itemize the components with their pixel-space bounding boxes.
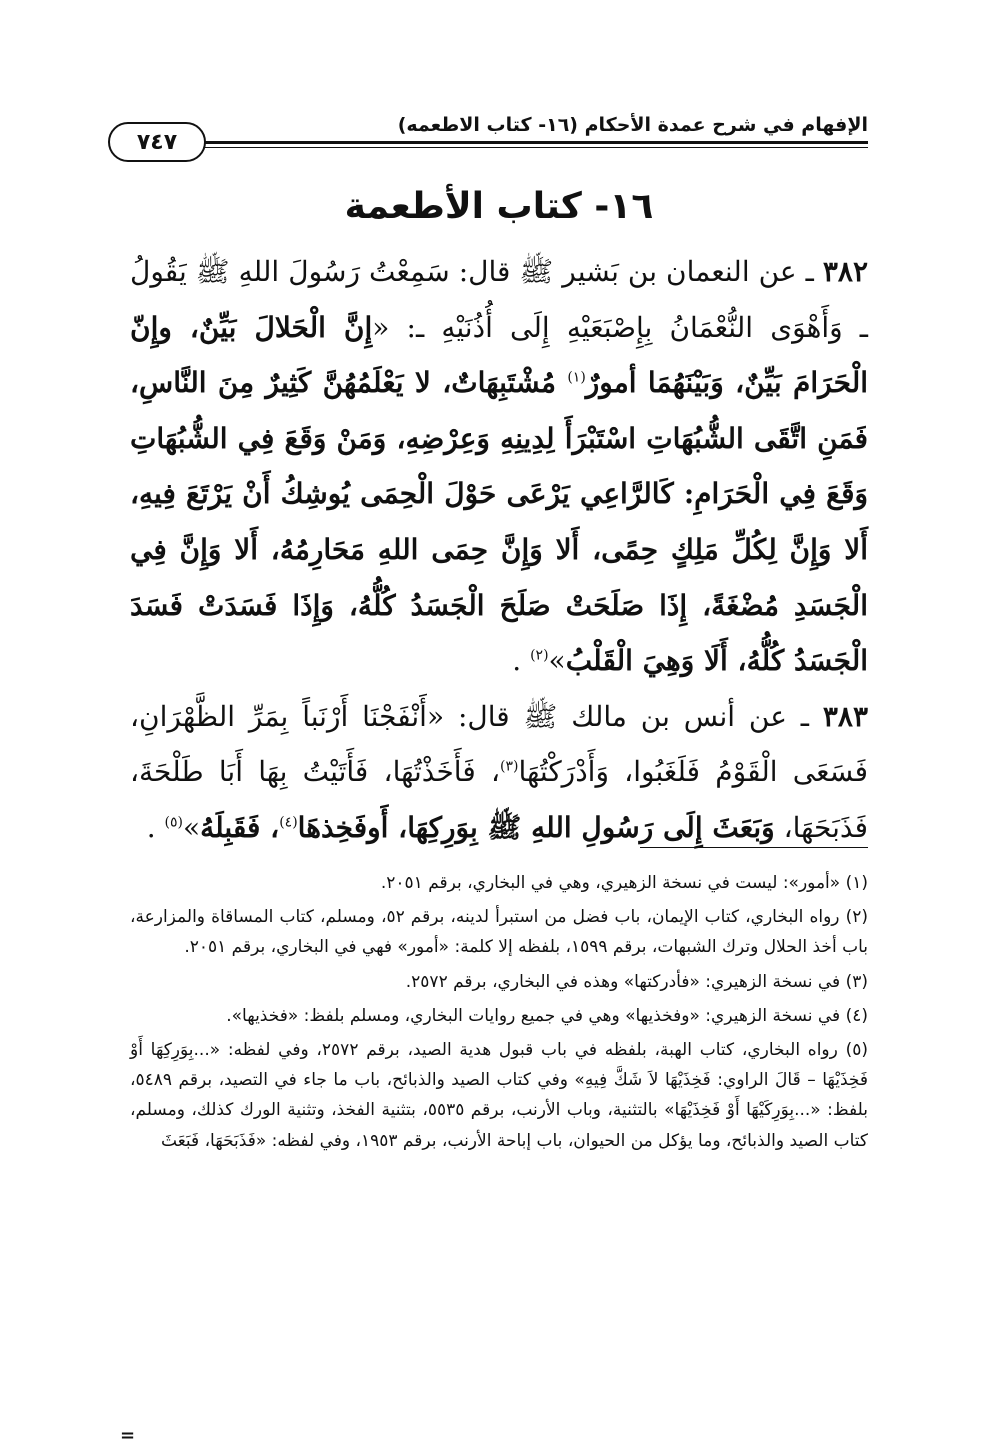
footnote-marker[interactable]: (٢) <box>530 647 549 664</box>
hadith-text: مُشْتَبِهَاتٌ، لا يَعْلَمُهُنَّ كَثِيرٌ مِنَ النَّاسِ، فَمَنِ اتَّقَى الشُّبُهَاتِ اسْتَبْرَأَ لِدِينِهِ وَعِرْضِهِ، وَمَنْ وَقَعَ فِي الشُّبُهَاتِ وَقَعَ فِي الْحَرَامِ: كَالرَّاعِي يَرْعَى حَوْلَ الْحِمَى يُوشِكُ أَنْ يَرْتَعَ فِيهِ، أَلا وَإِنَّ لِكُلِّ مَلِكٍ حِمًى، أَلا وَإِنَّ حِمَى اللهِ مَحَارِمُهُ، أَلا وَإِنَّ فِي الْجَسَدِ مُضْغَةً، إِذَا صَلَحَتْ صَلَحَ الْجَسَدُ كُلُّهُ، وَإِذَا فَسَدَتْ فَسَدَ الْجَسَدُ كُلُّهُ، أَلَا وَهِيَ الْقَلْبُ <box>130 366 868 678</box>
hadith-text-bold: وَبَعَثَ إِلَى رَسُولِ اللهِ ﷺ بِوَرِكِهَا، أَوفَخِذهَا <box>297 810 775 844</box>
footnote-marker[interactable]: (٥) <box>164 814 183 831</box>
hadith-intro: ـ عن النعمان بن بَشير ﷺ قال: سَمِعْتُ رَسُولَ اللهِ ﷺ يَقُولُ ـ وَأَهْوَى النُّعْمَانُ بِإِصْبَعَيْهِ إِلَى أُذُنَيْهِ ـ: « <box>130 255 869 344</box>
hadith-text-bold: ، فَقَبِلَهُ <box>200 810 280 844</box>
quote-close: » <box>548 644 566 678</box>
hadith-number: ٣٨٢ <box>822 255 868 288</box>
quote-close: » <box>182 810 201 844</box>
header-rule <box>205 141 868 144</box>
page-number-badge: ٧٤٧ <box>108 122 206 162</box>
header-rule-thin <box>205 147 868 148</box>
footnote-marker[interactable]: (١) <box>567 369 586 386</box>
hadith-end: . <box>512 644 531 678</box>
hadith-end: . <box>146 810 165 844</box>
footnote-3: (٣) في نسخة الزهيري: «فأدركتها» وهذه في البخاري، برقم ٢٥٧٢. <box>405 971 868 992</box>
footnote-marker[interactable]: (٣) <box>499 759 519 776</box>
continuation-mark: = <box>120 1425 136 1446</box>
main-text <box>130 244 868 856</box>
hadith-number: ٣٨٣ <box>822 699 868 733</box>
hadith-text: إِنَّ الْحَلالَ بَيِّنٌ، وإِنّ الْحَرَامَ بَيِّنٌ، وَبَيْنَهُمَا أمورٌ <box>130 310 868 400</box>
footnote-separator <box>640 847 868 848</box>
footnote-5: (٥) رواه البخاري، كتاب الهبة، بلفظه في باب قبول هدية الصيد، برقم ٢٥٧٢، وفي لفظه: «...بِوَرِكِهَا أَوْ فَخِذَيْهَا – قَالَ الراوي: فَخِذَيْهَا لاَ شَكَّ فِيهِ» وفي كتاب الصيد والذبائح، باب ما جاء في التصيد، برقم ٥٤٨٩، بلفظ: «...بِوَرِكَيْهَا أَوْ فَخِذَيْهَا» بالتثنية، وباب الأرنب، برقم ٥٥٣٥، بتثنية الفخذ، وتثنية الورك كذلك، ومسلم، كتاب الصيد والذبائح، وما يؤكل من الحيوان، باب إباحة الأرنب، برقم ١٩٥٣، وفي لفظه: «فَذَبَحَهَا، فَبَعَثَ <box>130 1040 868 1151</box>
footnote-4: (٤) في نسخة الزهيري: «وفخذيها» وهي في جميع روايات البخاري، ومسلم بلفظ: «فخذيها». <box>226 1005 868 1026</box>
hadith-intro: ـ عن أنس بن مالك ﷺ قال: «أَنْفَجْنَا أَرْنَباً بِمَرِّ الظَّهْرَانِ، فَسَعَى الْقَوْمُ فَلَغَبُوا، وَأَدْرَكْتُهَا <box>130 699 868 789</box>
hadith-382 <box>130 244 868 689</box>
footnote-marker[interactable]: (٤) <box>279 814 298 831</box>
chapter-title: ١٦- كتاب الأطعمة <box>344 186 654 227</box>
running-header-title: الإفهام في شرح عمدة الأحكام (١٦- كتاب الاطعمه) <box>397 114 868 136</box>
footnote-1: (١) «أمور»: ليست في نسخة الزهيري، وهي في البخاري، برقم ٢٠٥١. <box>380 873 868 893</box>
hadith-text: ، فَأَخَذْتُهَا، فَأَتَيْتُ بِهَا أَبَا طَلْحَةَ، فَذَبَحَهَا، <box>130 755 868 844</box>
footnote-2: (٢) رواه البخاري، كتاب الإيمان، باب فضل من استبرأ لدينه، برقم ٥٢، ومسلم، كتاب المساقاة والمزارعة، باب أخذ الحلال وترك الشبهات، برقم ١٥٩٩، بلفظه إلا كلمة: «أمور» فهي في البخاري، برقم ٢٠٥١. <box>130 907 868 958</box>
hadith-383 <box>130 689 868 856</box>
footnotes <box>130 868 868 1156</box>
